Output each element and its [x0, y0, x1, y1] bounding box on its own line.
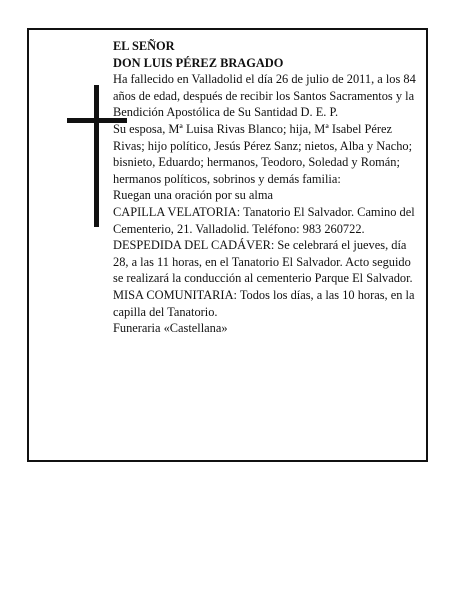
family-list: Su esposa, Mª Luisa Rivas Blanco; hija, Mª Isabel Pérez Rivas; hijo político, Jesús Pérez Sanz; nietos, Alba y Nacho; bisnieto, Eduardo; hermanos, Teodoro, Soledad y Román; hermanos políticos, sobrinos y demás familia:	[113, 121, 413, 186]
funeral-home: Funeraria «Castellana»	[113, 321, 228, 336]
obituary-text	[113, 38, 418, 337]
chapel-info: CAPILLA VELATORIA: Tanatorio El Salvador. Camino del Cementerio, 21. Valladolid. Teléfono: 983 260722.	[113, 204, 415, 236]
prayer-request: Ruegan una oración por su alma	[113, 188, 273, 203]
farewell-info: DESPEDIDA DEL CADÁVER: Se celebrará el jueves, día 28, a las 11 horas, en el Tanatorio El Salvador. Acto seguido se realizará la conducción al cementerio Parque El Salvador.	[113, 238, 413, 286]
deceased-name: DON LUIS PÉREZ BRAGADO	[113, 55, 284, 70]
notice-title: EL SEÑOR	[113, 39, 175, 53]
cross-vertical-bar	[94, 85, 99, 227]
mass-info: MISA COMUNITARIA: Todos los días, a las 10 horas, en la capilla del Tanatorio.	[113, 287, 415, 319]
death-announcement: Ha fallecido en Valladolid el día 26 de julio de 2011, a los 84 años de edad, después de recibir los Santos Sacramentos y la Bendición Apostólica de Su Santidad D. E. P.	[113, 72, 416, 120]
